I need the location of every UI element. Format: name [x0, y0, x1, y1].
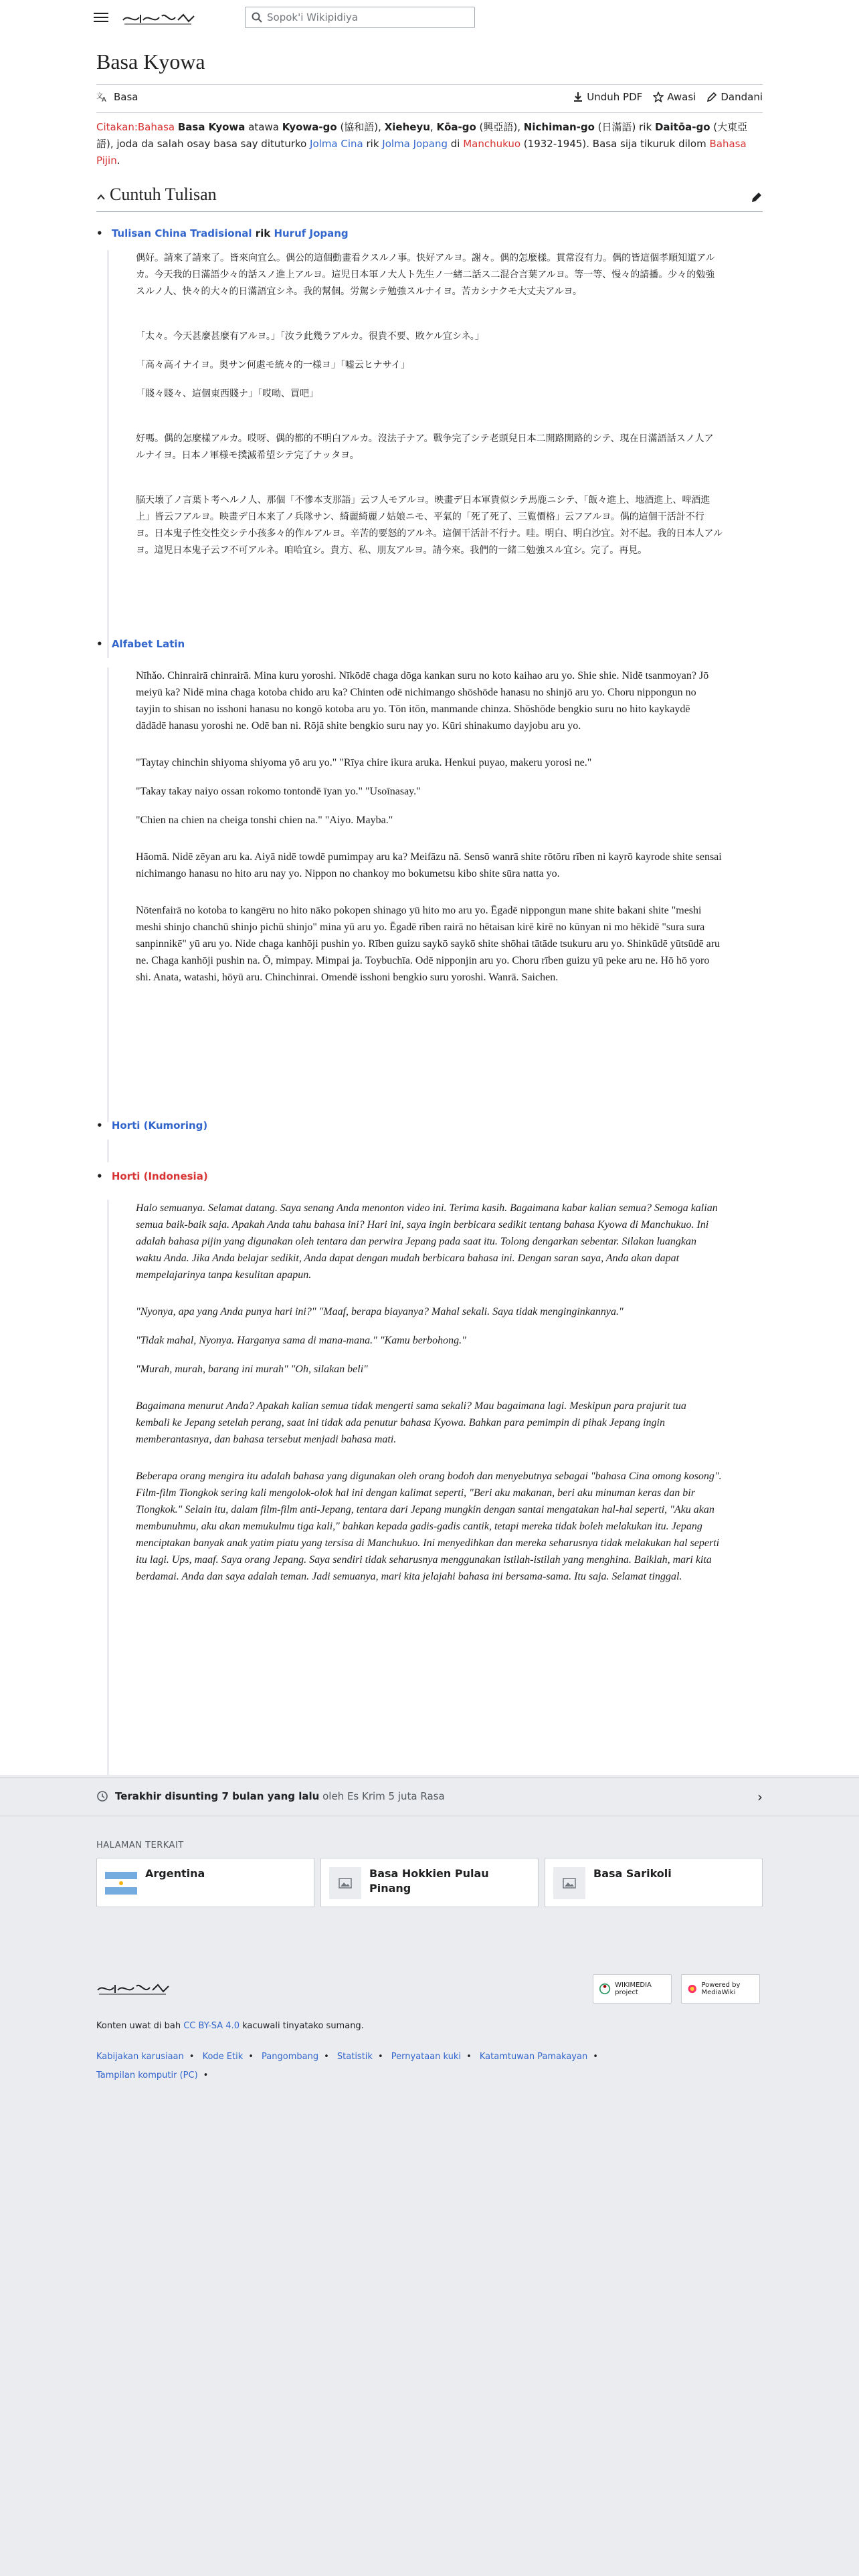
intro-text: (協和語),: [337, 121, 385, 133]
last-edited-time: Terakhir disunting 7 bulan yang lalu: [115, 1790, 320, 1802]
intro-text: (日滿語) rik: [594, 121, 655, 133]
indo-paragraph: Halo semuanya. Selamat datang. Saya senang Anda menonton video ini. Terima kasih. Bagaimana kabar kalian semua? Semoga kalian semua baik-baik saja. Apakah Anda tahu bahasa ini? Hari ini, saya ingin berbicara sedikit tentang bahasa Kyowa di Manchukuo. Ini adalah bahasa pijin yang digunakan oleh tentara dan perwira Jepang pada saat itu. Tolong dengarkan sebentar. Silakan luangkan waktu Anda. Jika Anda belajar sedikit, Anda dapat dengan mudah berbicara bahasa ini. Dengan saran saya, Anda akan dapat mempelajarinya tanpa kesulitan apapun.: [136, 1202, 718, 1281]
wikimedia-badge[interactable]: [593, 1974, 672, 2004]
divider: [96, 84, 763, 85]
link-huruf-jopang[interactable]: Huruf Jopang: [274, 227, 349, 239]
blockquote-indonesia: [107, 1200, 723, 1788]
link-jolma-cina[interactable]: Jolma Cina: [310, 138, 363, 150]
license-link[interactable]: CC BY-SA 4.0: [183, 2021, 240, 2031]
edit-label: Dandani: [721, 91, 763, 103]
latin-paragraph: "Taytay chinchin shiyoma shiyoma yō aru yo." "Rīya chire ikura aruka. Henkui puyao, makeru yorosi ne.": [136, 757, 592, 768]
mediawiki-logo-icon: [687, 1982, 697, 1996]
svg-text:A: A: [102, 96, 106, 102]
footer-link[interactable]: Kode Etik •: [203, 2052, 259, 2062]
template-link[interactable]: Citakan:Bahasa: [96, 121, 175, 133]
content-area: [0, 36, 859, 1775]
header-bar: [0, 0, 859, 37]
last-edited-user: oleh Es Krim 5 juta Rasa: [319, 1790, 445, 1802]
indo-paragraph: "Tidak mahal, Nyonya. Harganya sama di mana-mana." "Kamu berbohong.": [136, 1335, 466, 1346]
link-horti-indonesia[interactable]: Horti (Indonesia): [111, 1170, 208, 1182]
link-jolma-jopang[interactable]: Jolma Jopang: [382, 138, 448, 150]
intro-text: (大東亞語), joda da salah osay basa say dituturko: [96, 121, 748, 150]
wikimedia-badge-text: WIKIMEDIA project: [615, 1981, 652, 1996]
intro-text: (興亞語),: [476, 121, 524, 133]
mediawiki-badge-text: Powered by MediaWiki: [701, 1981, 741, 1996]
latin-paragraph: "Takay takay naiyo ossan rokomo tontondē īyan yo." "Usoīnasay.": [136, 786, 421, 797]
intro-name: Kyowa-go: [282, 121, 337, 133]
link-manchukuo[interactable]: Manchukuo: [463, 138, 521, 150]
menu-icon[interactable]: [94, 10, 108, 25]
watch-button[interactable]: [653, 91, 696, 103]
section-title: Cuntuh Tulisan: [110, 185, 217, 204]
cjk-paragraph: 「太々。今天甚麼甚麼有アルヨ。」「汝ラ此幾ラアルカ。很貴不要、敗ケル宜シネ。」: [136, 331, 484, 342]
intro-name: Kōa-go: [436, 121, 476, 133]
license-post: kacuwali tinyatako sumang.: [239, 2021, 364, 2031]
latin-paragraph: Nōtenfairā no kotoba to kangēru no hito nāko pokopen shinago yū hito mo aru yo. Ēgadē nippongun mane shite bakani shite "meshi meshi shinjo chanchū shinjo pichū shinjo" mina yū aru yo. Ēgadē rīben rairā no hētaisan kirē kirē no kūnyan ni mo hēkidē "sura sura sanpinnikē" yū aru yo. Nide chaga kanhōji pushin yo. Rīben guizu saykō saykō shite shōhai tātāde tsukuru aru yo. Shinkūdē yūtsūdē aru ne. Chaga kanhōji pushin na. Ō, mimpay. Mimpai ja. Toybuchīa. Odē nipponjin aru yo. Choru rīben guizu yū peke aru ne. Hō hō yoro shi. Anata, watashi, hōyū aru. Chinchinrai. Omendē isshoni bengkio suru yoroshi. Wanrā. Saichen.: [136, 905, 721, 983]
indo-paragraph: Beberapa orang mengira itu adalah bahasa yang digunakan oleh orang bodoh dan menyebutnya sebagai "bahasa Cina omong kosong". Film-film Tiongkok sering kali mengolok-olok hal ini dengan kalimat seperti, "Beri aku makanan, beri aku minuman keras dan bir Tiongkok." Selain itu, dalam film-film anti-Jepang, tentara dari Jepang mungkin dengan santai mengatakan hal-hal seperti, "Aku akan membunuhmu, aku akan memukulmu tiga kali," bahkan kepada gadis-gadis cantik, tetapi mereka tidak boleh melakukan itu. Jepang menciptakan banyak anak yatim piatu yang tersisa di Manchukuo. Ini menyedihkan dan mereka seharusnya tidak melakukan hal seperti itu lagi. Ups, maaf. Saya orang Jepang. Saya sendiri tidak seharusnya menggunakan istilah-istilah yang menghina. Baiklah, mari kita berdamai. Anda dan saya adalah teman. Jadi semuanya, mari kita jelajahi bahasa ini bersama-sama. Itu saja. Selamat tinggal.: [136, 1471, 722, 1582]
language-icon: [96, 92, 108, 102]
latin-paragraph: "Chien na chien na cheiga tonshi chien na." "Aiyo. Mayba.": [136, 815, 393, 826]
related-heading: HALAMAN TERKAIT: [96, 1840, 184, 1850]
cjk-paragraph: 脳天壊了ノ言葉ト考ヘルノ人、那個「不慘本支那語」云フ人モアルヨ。映畫デ日本軍貴似シテ馬鹿ニシテ、「飯々進上、地酒進上、啤酒進上」皆云フアルヨ。映畫デ日本来了ノ兵隊サン、綺麗綺麗ノ姑娘ニモ、平氣的「死了死了、三覧價格」云フアルヨ。偶的這個干活計不行ヨ。日本鬼子性交性交シテ小孩多々的作ルアルヨ。辛苦的要怒的アルネ。這個干活計不行ナ。哇。明白、明白沙宜。対不起。我的日本人アルヨ。這児日本鬼子云フ不可アルネ。咱哈宜シ。貴方、私、朋友アルヨ。請今來。我們的一緒二勉強スル宜シ。完了。再見。: [136, 495, 723, 556]
intro-name: Daitōa-go: [654, 121, 710, 133]
link-horti-kumoring[interactable]: Horti (Kumoring): [111, 1119, 208, 1132]
intro-paragraph: [96, 119, 759, 169]
link-tulisan-china[interactable]: Tulisan China Tradisional: [111, 227, 252, 239]
bullet-text: rik: [252, 227, 274, 239]
wikimedia-logo-icon: [599, 1982, 611, 1996]
list-item: [96, 1170, 208, 1182]
footer-link[interactable]: Statistik •: [337, 2052, 389, 2062]
chevron-up-icon[interactable]: [96, 193, 106, 202]
page-tabs: [96, 91, 763, 111]
indo-paragraph: "Nyonya, apa yang Anda punya hari ini?" "Maaf, berapa biayanya? Mahal sekali. Saya tidak menginginkannya.": [136, 1306, 624, 1317]
star-icon: [653, 92, 664, 102]
related-title: Basa Hokkien Pulau Pinang: [369, 1867, 489, 1895]
pencil-icon: [706, 92, 717, 102]
intro-name: Nichiman-go: [523, 121, 595, 133]
empty-quote-bar: [107, 1140, 109, 1162]
related-card[interactable]: [96, 1858, 314, 1907]
intro-name: Basa Kyowa: [177, 121, 246, 133]
link-bahasa-pijin[interactable]: Bahasa Pijin: [96, 138, 747, 167]
cjk-paragraph: 偶好。請來了請來了。皆來向宜么。偶公的這個動畫看クスルノ事。快好アルヨ。謝々。偶的怎麼樣。貫常沒有力。偶的皆這個孝順知道アルカ。今天我的日滿語少々的話スノ進上アルヨ。這児日本軍ノ大人ト先生ノ一緒二話ス二混合言葉アルヨ。等一等、慢々的請播。少々的勉強スルノ人、快々的大々的日滿語宜シネ。我的幫個。労駕シテ勉強スルナイヨ。苦カシナクモ大丈夫アルヨ。: [136, 253, 715, 297]
indo-paragraph: Bagaimana menurut Anda? Apakah kalian semua tidak mengerti sama sekali? Mau bagaimana lagi. Meskipun para prajurit tua kembali ke Jepang setelah perang, saat ini tidak ada penutur bahasa Kyowa. Bahkan para pemimpin di pihak Jepang ingin memberantasnya, dan bahasa tersebut menjadi bahasa mati.: [136, 1400, 686, 1445]
intro-text: rik: [363, 138, 383, 150]
last-edited-bar[interactable]: [0, 1778, 859, 1816]
blockquote-latin: [107, 667, 723, 1122]
divider: [96, 112, 763, 113]
mediawiki-badge[interactable]: [681, 1974, 760, 2004]
download-icon: [573, 92, 583, 102]
cjk-paragraph: 「賤々賤々、這個東西賤ナ」「哎呦、買吧」: [136, 389, 318, 399]
related-title: Basa Sarikoli: [593, 1867, 672, 1880]
license-text: [96, 2021, 364, 2031]
related-title: Argentina: [145, 1867, 205, 1880]
chevron-right-icon[interactable]: ›: [757, 1789, 763, 1805]
cjk-paragraph: 「高々高イナイヨ。奥サン何處モ統々的一様ヨ」「嘘云ヒナサイ」: [136, 360, 410, 370]
last-edited: [96, 1790, 445, 1802]
intro-text: (1932-1945). Basa sija tikuruk dilom: [520, 138, 710, 150]
history-icon: [96, 1790, 108, 1802]
wikipedia-wordmark[interactable]: [122, 9, 195, 27]
intro-name: Xieheyu: [384, 121, 430, 133]
edit-section-icon[interactable]: [751, 191, 763, 203]
tab-basa-label: Basa: [114, 91, 138, 103]
footer-link[interactable]: Pangombang •: [262, 2052, 335, 2062]
latin-paragraph: Nīhǎo. Chinrairā chinrairā. Mina kuru yoroshi. Nīkōdē chaga dōga kankan suru no koto kaihao aru yo. Shie shie. Nidē tsanmoyan? Jō meiyū ka? Nidē mina chaga kotoba chido aru ka? Chinten odē nichimango shōshōde hanasu no shinjō aru yo. Choru nippongun no tayjin to shisan no isshoni hanasu no kongō kotoba aru yo. Tōn itōn, manmande chinza. Shōshōde bengkio suru no hito kaykaydē dādādē hanasu yoroshi ne. Odē ban ni. Rōjā shite bengkio suru nay yo. Kūri shinakumo dayjobu aru yo.: [136, 670, 709, 732]
image-placeholder-icon: [329, 1867, 361, 1899]
edit-button[interactable]: [706, 91, 763, 103]
latin-paragraph: Hāomā. Nidē zēyan aru ka. Aiyā nidē towdē pumimpay aru ka? Meifāzu nā. Sensō wanrā shite rōtōru rīben ni kayrō kayrode shite sensai nichimango hanasu no hito aru nay yo. Nippon no chankoy mo bokumetsu kibo shite sūra natta yo.: [136, 851, 722, 879]
intro-text: atawa: [245, 121, 282, 133]
svg-text:文: 文: [96, 93, 103, 100]
search-box[interactable]: [245, 7, 475, 28]
intro-text: ,: [430, 121, 437, 133]
section-header[interactable]: [96, 185, 763, 212]
list-item: [96, 227, 349, 239]
watch-label: Awasi: [667, 91, 696, 103]
footer-link[interactable]: Katamtuwan Pamakayan •: [480, 2052, 603, 2062]
footer-links: [96, 2048, 632, 2085]
footer-link[interactable]: Kabijakan karusiaan •: [96, 2052, 199, 2062]
search-placeholder: Sopok'i Wikipidiya: [267, 11, 359, 23]
page-title: Basa Kyowa: [96, 49, 205, 74]
cjk-paragraph: 好嗎。偶的怎麼樣アルカ。哎呀、偶的都的不明白アルカ。沒法子ナア。戰争完了シテ老頭兒日本二開路開路的シテ、現在日滿語話スノ人アルナイヨ。日本ノ軍様モ撲滅希望シテ完了ナッタヨ。: [136, 433, 714, 461]
page-actions: [573, 91, 763, 103]
image-placeholder-icon: [553, 1867, 585, 1899]
download-pdf-button[interactable]: [573, 91, 642, 103]
license-pre: Konten uwat di bah: [96, 2021, 184, 2031]
intro-text: .: [116, 154, 120, 167]
flag-argentina-icon: [105, 1867, 137, 1899]
footer-link[interactable]: Pernyataan kuki •: [391, 2052, 477, 2062]
footer-link[interactable]: Tampilan komputir (PC) •: [96, 2070, 213, 2080]
indo-paragraph: "Murah, murah, barang ini murah" "Oh, silakan beli": [136, 1364, 368, 1375]
list-item: [96, 638, 185, 650]
search-icon: [252, 12, 262, 23]
intro-text: di: [447, 138, 464, 150]
related-card[interactable]: [320, 1858, 539, 1907]
blockquote-cjk: [107, 250, 723, 658]
download-label: Unduh PDF: [587, 91, 643, 103]
related-card[interactable]: [545, 1858, 763, 1907]
wikipedia-wordmark[interactable]: [96, 1979, 170, 1997]
tab-basa[interactable]: [96, 91, 138, 103]
link-alfabet-latin[interactable]: Alfabet Latin: [111, 638, 185, 650]
list-item: [96, 1119, 207, 1132]
